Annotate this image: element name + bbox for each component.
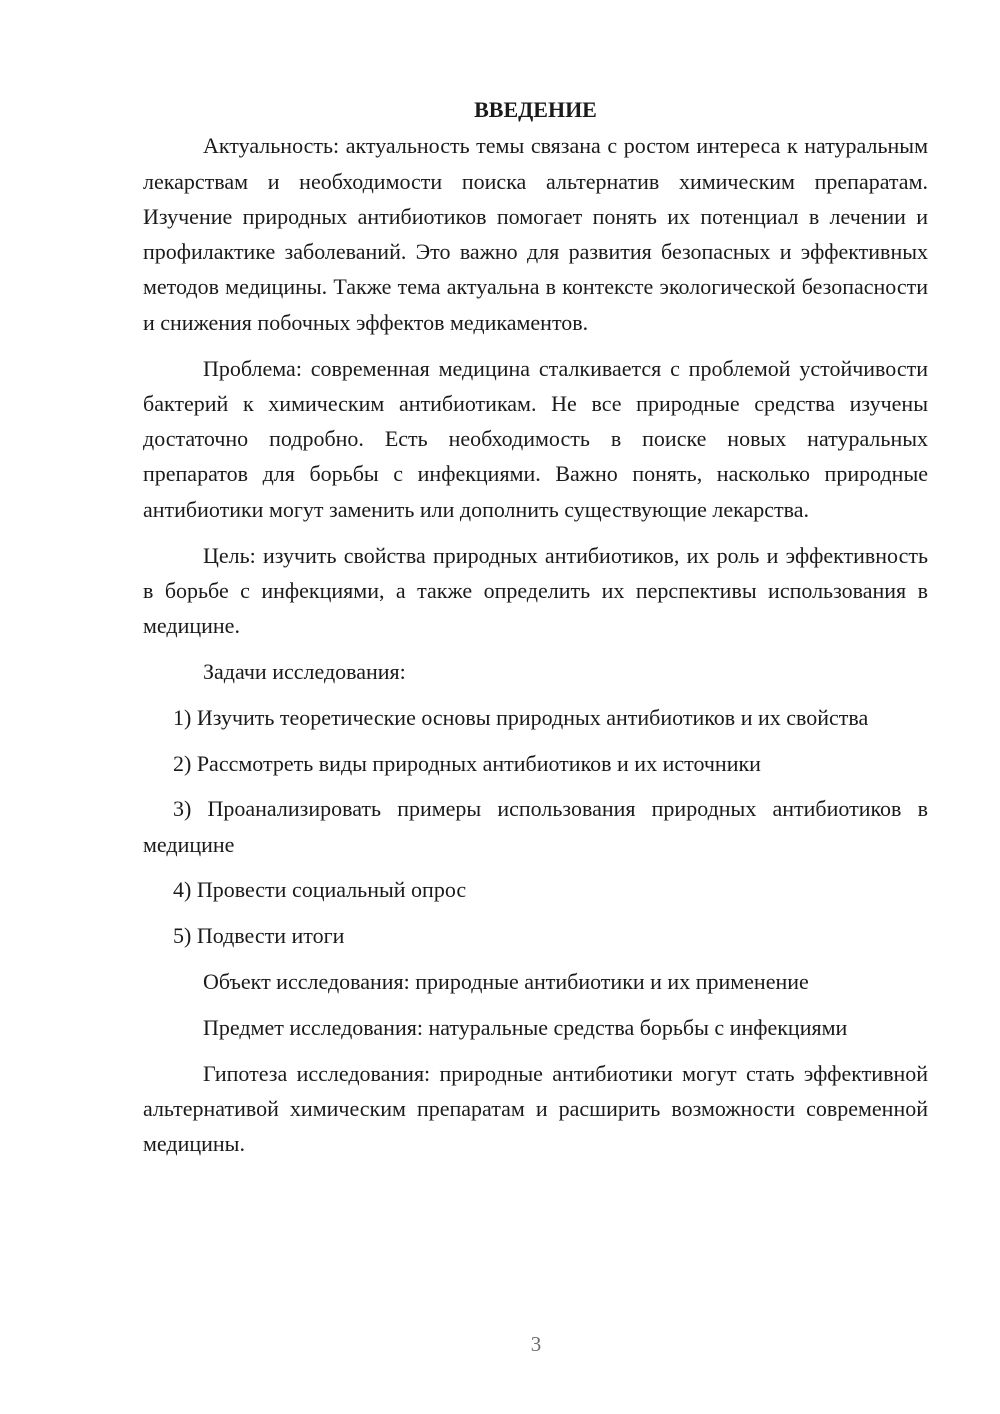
page-number: 3 (530, 1332, 542, 1356)
object-paragraph: Объект исследования: природные антибиотики и их применение (203, 969, 809, 995)
relevance-paragraph: Актуальность: актуальность темы связана с ростом интереса к натуральным лекарствам и необходимости поиска альтернатив химическим препаратам. Изучение природных антибиотиков помогает понять их потенциал в лечении и профилактике заболеваний. Это важно для развития безопасных и эффективных методов медицины. Также тема актуальна в контексте экологической безопасности и снижения побочных эффектов медикаментов. (143, 133, 928, 335)
task-item-4: 4) Провести социальный опрос (173, 877, 467, 903)
task-item-5: 5) Подвести итоги (173, 923, 345, 949)
document-page (143, 92, 928, 1172)
subject-paragraph: Предмет исследования: натуральные средства борьбы с инфекциями (203, 1014, 848, 1040)
problem-paragraph: Проблема: современная медицина сталкивается с проблемой устойчивости бактерий к химическим антибиотикам. Не все природные средства изучены достаточно подробно. Есть необходимость в поиске новых натуральных препаратов для борьбы с инфекциями. Важно понять, насколько природные антибиотики могут заменить или дополнить существующие лекарства. (143, 355, 928, 522)
tasks-heading: Задачи исследования: (203, 658, 406, 684)
goal-paragraph: Цель: изучить свойства природных антибиотиков, их роль и эффективность в борьбе с инфекциями, а также определить их перспективы использования в медицине. (143, 542, 928, 639)
task-item-1: 1) Изучить теоретические основы природных антибиотиков и их свойства (173, 704, 869, 730)
task-item-2: 2) Рассмотреть виды природных антибиотиков и их источники (173, 750, 761, 776)
task-item-3: 3) Проанализировать примеры использования природных антибиотиков в медицине (143, 796, 928, 857)
hypothesis-paragraph: Гипотеза исследования: природные антибиотики могут стать эффективной альтернативой химическим препаратам и расширить возможности современной медицины. (143, 1060, 928, 1157)
section-title: ВВЕДЕНИЕ (474, 97, 597, 122)
